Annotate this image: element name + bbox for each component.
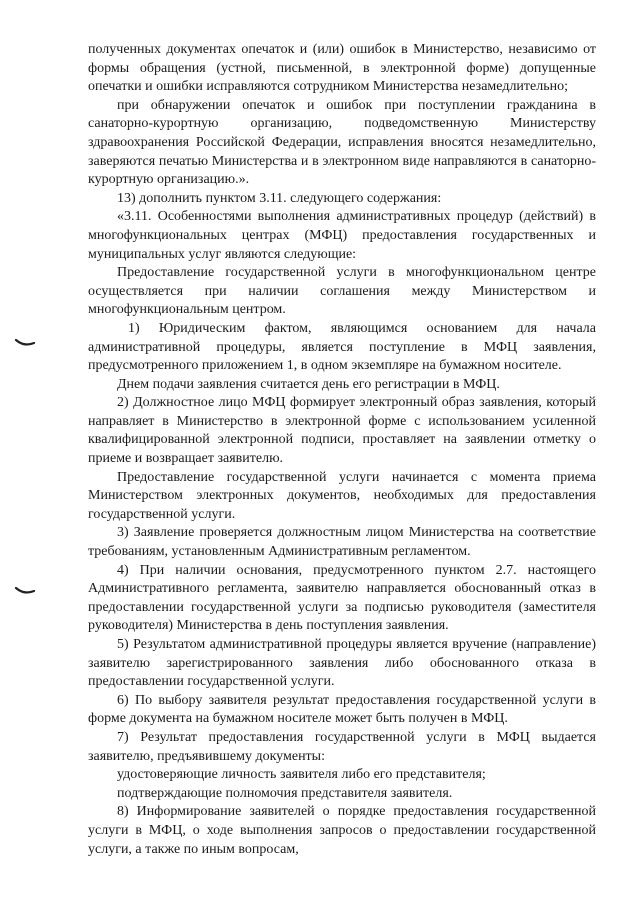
- paragraph: 1) Юридическим фактом, являющимся основанием для начала административной процедуры, является поступление в МФЦ заявления, предусмотренного приложением 1, в одном экземпляре на бумажном носителе.: [88, 320, 596, 374]
- paragraph: 8) Информирование заявителей о порядке предоставления государственной услуги в МФЦ, о ходе выполнения запросов о предоставлении государственной услуги, а также по иным вопросам,: [88, 804, 596, 857]
- document-body: [88, 41, 596, 859]
- punch-mark: [14, 586, 36, 596]
- punch-mark: [14, 338, 36, 348]
- paragraph: подтверждающие полномочия представителя заявителя.: [117, 785, 453, 801]
- paragraph: при обнаружении опечаток и ошибок при поступлении гражданина в санаторно-курортную организацию, подведомственную Министерству здравоохранения Российской Федерации, исправления вносятся незамедлительно, заверяются печатью Министерства и в электронном виде направляются в санаторно-курортную организацию.».: [88, 97, 596, 188]
- paragraph: 7) Результат предоставления государственной услуги в МФЦ выдается заявителю, предъявившему документы:: [88, 729, 596, 764]
- paragraph: 13) дополнить пунктом 3.11. следующего содержания:: [117, 190, 442, 206]
- paragraph: полученных документах опечаток и (или) ошибок в Министерство, независимо от формы обращения (устной, письменной, в электронной форме) допущенные опечатки и ошибки исправляются сотрудником Министерства незамедлительно;: [88, 42, 596, 95]
- paragraph: «3.11. Особенностями выполнения административных процедур (действий) в многофункциональных центрах (МФЦ) предоставления государственных и муниципальных услуг являются следующие:: [88, 209, 596, 262]
- paragraph: Предоставление государственной услуги в многофункциональном центре осуществляется при наличии соглашения между Министерством и многофункциональным центром.: [88, 265, 596, 318]
- paragraph: 2) Должностное лицо МФЦ формирует электронный образ заявления, который направляет в Министерство в электронной форме с использованием усиленной квалифицированной электронной подписи, проставляет на заявлении отметку о приеме и возвращает заявителю.: [88, 395, 596, 467]
- paragraph: Предоставление государственной услуги начинается с момента приема Министерством электронных документов, необходимых для предоставления государственной услуги.: [88, 469, 596, 522]
- paragraph: 6) По выбору заявителя результат предоставления государственной услуги в форме документа на бумажном носителе может быть получен в МФЦ.: [88, 692, 596, 727]
- paragraph: удостоверяющие личность заявителя либо его представителя;: [117, 767, 486, 783]
- paragraph: 5) Результатом административной процедуры является вручение (направление) заявителю зарегистрированного заявления либо обоснованного отказа в предоставлении государственной услуги.: [88, 637, 596, 690]
- paragraph: 4) При наличии основания, предусмотренного пунктом 2.7. настоящего Административного регламента, заявителю направляется обоснованный отказ в предоставлении государственной услуги за подписью руководителя (заместителя руководителя) Министерства в день поступления заявления.: [88, 562, 596, 634]
- paragraph: 3) Заявление проверяется должностным лицом Министерства на соответствие требованиям, установленным Административным регламентом.: [88, 525, 596, 560]
- paragraph: Днем подачи заявления считается день его регистрации в МФЦ.: [117, 376, 500, 392]
